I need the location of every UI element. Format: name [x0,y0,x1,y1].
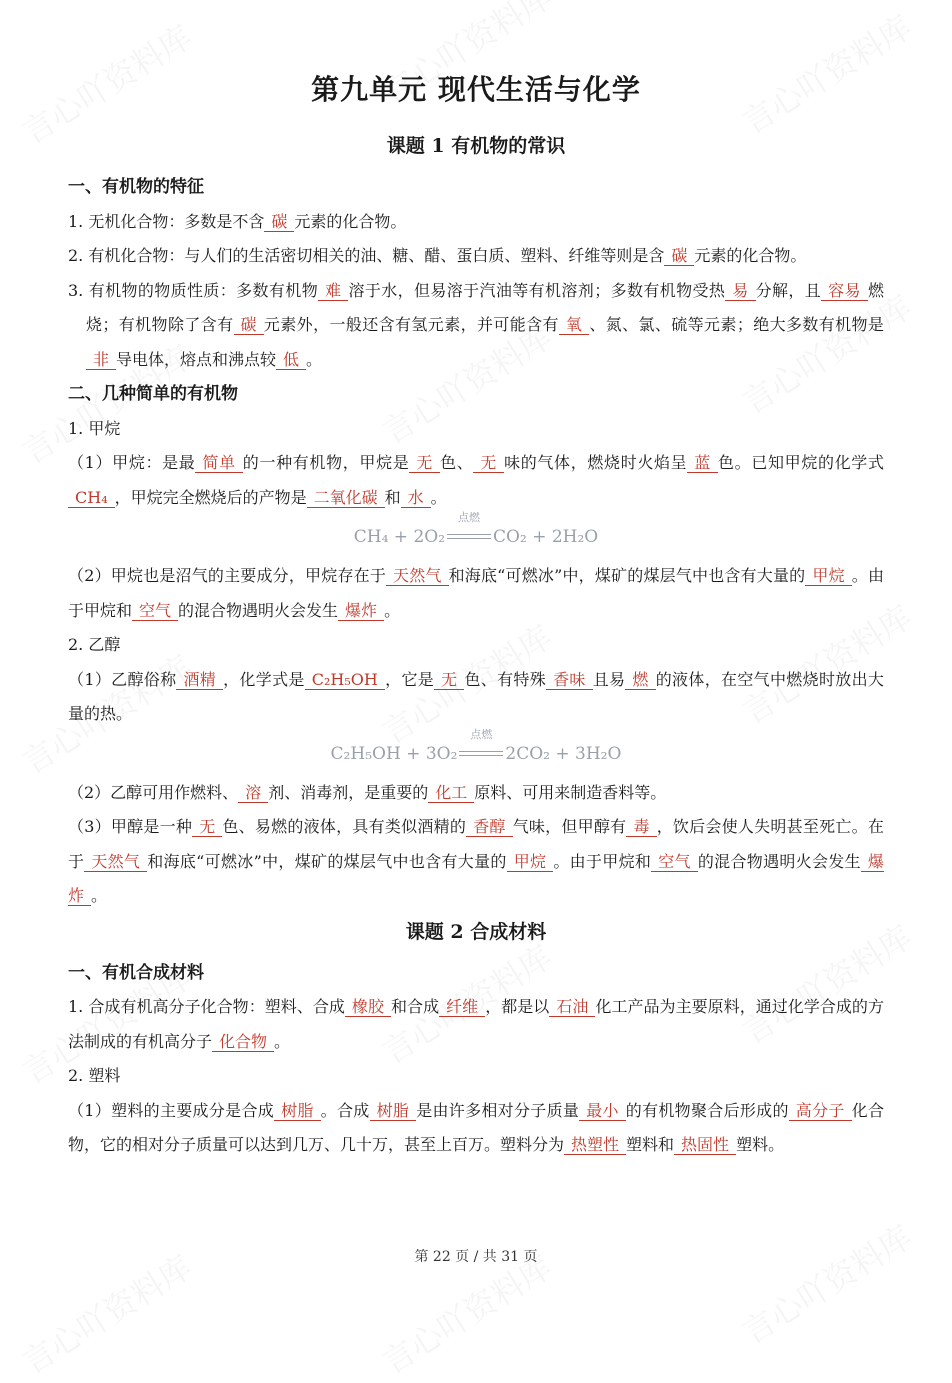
answer-blank: 空气 [132,601,178,621]
text: 色、易燃的液体，具有类似酒精的 [222,817,467,836]
answer-blank: 甲烷 [805,566,851,586]
text: 二、几种简单的有机物 [68,384,238,404]
text: 的混合物遇明火会发生 [697,851,861,871]
text: 原料、可用来制造香料等。 [474,782,667,802]
text: 、氮、氯、硫等元素；绝大多数有机物是 [589,315,884,334]
answer-blank: 难 [318,281,348,301]
answer-blank: 空气 [651,852,698,872]
text: 且易 [592,669,626,689]
answer-blank: 化合物 [212,1032,274,1052]
text: 的液体，在空气中燃烧时放出大量的热。 [68,669,884,723]
answer-blank: CH₄ [68,488,115,508]
answer-blank: 橡胶 [345,997,391,1017]
text: 元素的化合物。 [694,246,807,265]
text: 和海底“可燃冰”中，煤矿的煤层气中也含有大量的 [147,851,507,871]
answer-blank: 碳 [264,212,294,232]
equals-sign [459,751,503,756]
answer-blank: 石油 [549,997,595,1017]
text: 2. 有机化合物：与人们的生活密切相关的油、糖、醋、蛋白质、塑料、纤维等则是含 [68,246,665,265]
paragraph [68,205,884,240]
text: 气味，但甲醇有 [512,817,627,836]
text: 的有机物聚合后形成的 [625,1100,789,1120]
text: 色、有特殊 [464,669,547,689]
paragraph [68,239,884,274]
text: 。 [91,886,108,905]
paragraph [68,446,884,515]
paragraph [68,412,884,447]
answer-blank: 无 [473,453,504,473]
equation-reactants: C₂H₅OH + 3O₂ [330,743,458,764]
answer-blank: 热塑性 [564,1135,626,1155]
section-heading [68,956,884,991]
answer-blank: 非 [86,350,116,370]
paragraph [68,810,884,914]
answer-blank: 香醇 [466,817,513,837]
paragraph [68,776,884,811]
text: （1）甲烷：是最 [68,453,196,472]
answer-blank: 无 [192,817,222,837]
text: 的一种有机物，甲烷是 [242,453,410,472]
text: 导电体，熔点和沸点较 [116,349,277,369]
paragraph [68,628,884,663]
text: 。 [306,349,323,369]
section-heading [68,170,884,205]
answer-blank: 低 [276,350,306,370]
text: ，都是以 [485,997,550,1016]
answer-blank: 高分子 [789,1101,852,1121]
answer-blank: 溶 [238,783,268,803]
paragraph [68,663,884,732]
text: 1. 合成有机高分子化合物：塑料、合成 [68,997,345,1016]
answer-blank: 毒 [626,817,656,837]
text: 塑料和 [626,1135,675,1154]
text: 塑料。 [736,1135,785,1154]
section-heading [68,377,884,412]
text: （1）塑料的主要成分是合成 [68,1100,275,1120]
text: （2）甲烷也是沼气的主要成分，甲烷存在于 [68,566,387,585]
answer-blank: 碳 [664,246,694,266]
reaction-condition [459,727,503,759]
text: 1. 无机化合物：多数是不含 [68,211,265,231]
answer-blank: 蓝 [687,453,718,473]
paragraph [68,1059,884,1094]
watermark-text [732,1213,919,1354]
text: 一、有机合成材料 [68,962,204,983]
answer-blank: 热固性 [674,1135,736,1155]
text: 第九单元 现代生活与化学 [311,73,641,106]
answer-blank: 化工 [428,783,474,803]
answer-blank: 无 [409,453,440,473]
text: 化合物，它的相对分子质量可以达到几万、几十万，甚至上百万。塑料分为 [68,1100,884,1154]
answer-blank: 天然气 [84,852,147,872]
text: 。 [274,1031,291,1051]
condition-label: 点燃 [458,511,481,524]
text: 课题 1 有机物的常识 [386,135,566,157]
answer-blank: 碳 [234,315,264,335]
text: 燃烧；有机物除了含有 [86,280,884,334]
text: ，它是 [384,669,435,689]
text: 2. 乙醇 [68,635,121,654]
document-page [68,68,884,1163]
paragraph [68,1094,884,1163]
text: 是由许多相对分子质量 [416,1100,580,1120]
text: （2）乙醇可用作燃料、 [68,782,239,802]
chemical-equation [68,511,884,559]
answer-blank: 树脂 [370,1101,417,1121]
text: 课题 2 合成材料 [405,920,547,943]
text: （1）乙醇俗称 [68,669,177,689]
text: 和 [384,487,401,507]
page-footer: 第 22 页 / 共 31 页 [414,1249,538,1265]
answer-blank: 容易 [821,281,868,301]
answer-blank: 爆炸 [338,601,384,621]
answer-blank: 香味 [546,670,593,690]
chemical-equation [68,727,884,776]
text: 。由于甲烷和 [68,566,884,620]
text: 分解，且 [755,280,822,300]
reaction-condition [447,511,491,542]
text: 和海底“可燃冰”中，煤矿的煤层气中也含有大量的 [448,566,806,585]
answer-blank: 氧 [559,315,589,335]
paragraph [68,990,884,1059]
equation-reactants: CH₄ + 2O₂ [353,527,446,547]
text: ，甲烷完全燃烧后的产物是 [114,487,307,507]
answer-blank: 树脂 [274,1101,321,1121]
text: 一、有机物的特征 [68,177,204,197]
text: ，化学式是 [223,669,305,689]
answer-blank: 纤维 [439,997,485,1017]
answer-blank: 爆炸 [68,851,884,905]
answer-blank: 最小 [579,1101,626,1121]
text: 。 [430,487,447,507]
answer-blank: 无 [434,670,464,690]
condition-label: 点燃 [470,727,493,741]
text: 化工产品为主要原料，通过化学合成的方法制成的有机高分子 [68,997,884,1051]
text: 的混合物遇明火会发生 [178,600,339,620]
lesson-title [68,128,884,164]
paragraph [68,274,884,378]
answer-blank: 酒精 [176,670,223,690]
answer-blank: 简单 [195,453,242,473]
text: 味的气体，燃烧时火焰呈 [504,453,688,472]
text: 和合成 [391,997,440,1016]
lesson-title [68,914,884,950]
equation-products: CO₂ + 2H₂O [493,527,599,547]
answer-blank: C₂H₅OH [305,670,385,690]
answer-blank: 天然气 [386,566,449,586]
text: 。 [384,600,401,620]
text: 3. 有机物的物质性质：多数有机物 [68,280,319,300]
paragraph [68,559,884,628]
text: ，饮后会使人失明甚至死亡。在于 [68,817,884,871]
text: 2. 塑料 [68,1066,121,1085]
text: 元素外，一般还含有氢元素，并可能含有 [263,315,559,334]
equation-products: 2CO₂ + 3H₂O [505,743,622,764]
text: 1. 甲烷 [68,418,121,438]
text: 剂、消毒剂，是重要的 [268,782,429,802]
equals-sign [447,534,491,539]
text: 色。已知甲烷的化学式 [718,453,884,472]
unit-title [68,68,884,112]
text: （3）甲醇是一种 [68,817,193,836]
text: 。合成 [320,1100,370,1120]
text: 。由于甲烷和 [553,851,652,871]
answer-blank: 水 [401,488,431,508]
answer-blank: 易 [725,281,755,301]
text: 溶于水，但易溶于汽油等有机溶剂；多数有机物受热 [348,280,726,300]
answer-blank: 甲烷 [507,852,554,872]
answer-blank: 二氧化碳 [307,488,385,508]
answer-blank: 燃 [625,670,655,690]
text: 色、 [440,453,474,472]
text: 元素的化合物。 [294,211,407,231]
